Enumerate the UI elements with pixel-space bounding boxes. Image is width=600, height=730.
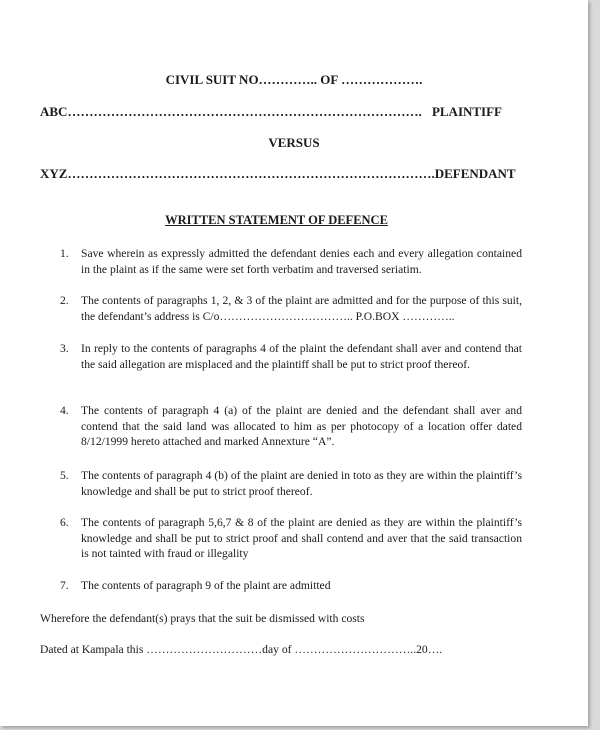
item-number: 5. (60, 469, 69, 482)
item-number: 2. (60, 294, 69, 307)
item-number: 1. (60, 247, 69, 260)
item-number: 6. (60, 516, 69, 529)
item-text: The contents of paragraphs 1, 2, & 3 of the plaint are admitted and for the purpose of this suit, the defendant’s address is C/o…………………………….. P.O.BOX ………….. (81, 294, 522, 323)
statement-item-1 (60, 246, 522, 277)
item-text: The contents of paragraph 4 (b) of the plaint are denied in toto as they are within the plaintiff’s knowledge and shall be put to strict proof thereof. (81, 469, 522, 498)
plaintiff-name: ABC………………………………………………………………………. (40, 104, 422, 119)
defendant-line (40, 166, 516, 182)
versus-label: VERSUS (268, 135, 320, 150)
statement-item-3 (60, 341, 522, 372)
item-text: The contents of paragraph 4 (a) of the plaint are denied and the defendant shall aver and contend that the said land was allocated to him as per photocopy of a location offer dated 8/12/1999 hereto attached and marked Annexture “A”. (81, 404, 522, 449)
prayer-paragraph: Wherefore the defendant(s) prays that the suit be dismissed with costs (40, 612, 365, 625)
defendant-name: XYZ…………………………………………………………………………. (40, 166, 435, 181)
item-number: 7. (60, 579, 69, 592)
item-text: The contents of paragraph 5,6,7 & 8 of the plaint are denied as they are within the plaintiff’s knowledge and shall be put to strict proof and shall contend and aver that the said transaction is not tainted with fraud or illegality (81, 516, 522, 561)
item-text: The contents of paragraph 9 of the plaint are admitted (81, 579, 331, 592)
plaintiff-line (40, 104, 502, 120)
dated-line: Dated at Kampala this …………………………day of …………………………..20…. (40, 643, 443, 656)
statement-item-6 (60, 515, 522, 562)
statement-item-5 (60, 468, 522, 499)
item-number: 3. (60, 342, 69, 355)
statement-item-4 (60, 403, 522, 450)
plaintiff-label: PLAINTIFF (431, 104, 502, 119)
item-text: Save wherein as expressly admitted the defendant denies each and every allegation contained in the plaint as if the same were set forth verbatim and traversed seriatim. (81, 247, 522, 276)
item-text: In reply to the contents of paragraphs 4 of the plaint the defendant shall aver and contend that the said allegation are misplaced and the plaintiff shall be put to strict proof thereof. (81, 342, 522, 371)
suit-number-line: CIVIL SUIT NO………….. OF ………………. (165, 72, 423, 87)
statement-item-7 (60, 578, 522, 594)
item-number: 4. (60, 404, 69, 417)
statement-item-2 (60, 293, 522, 324)
document-title: WRITTEN STATEMENT OF DEFENCE (165, 213, 388, 227)
defendant-label: DEFENDANT (434, 166, 516, 181)
